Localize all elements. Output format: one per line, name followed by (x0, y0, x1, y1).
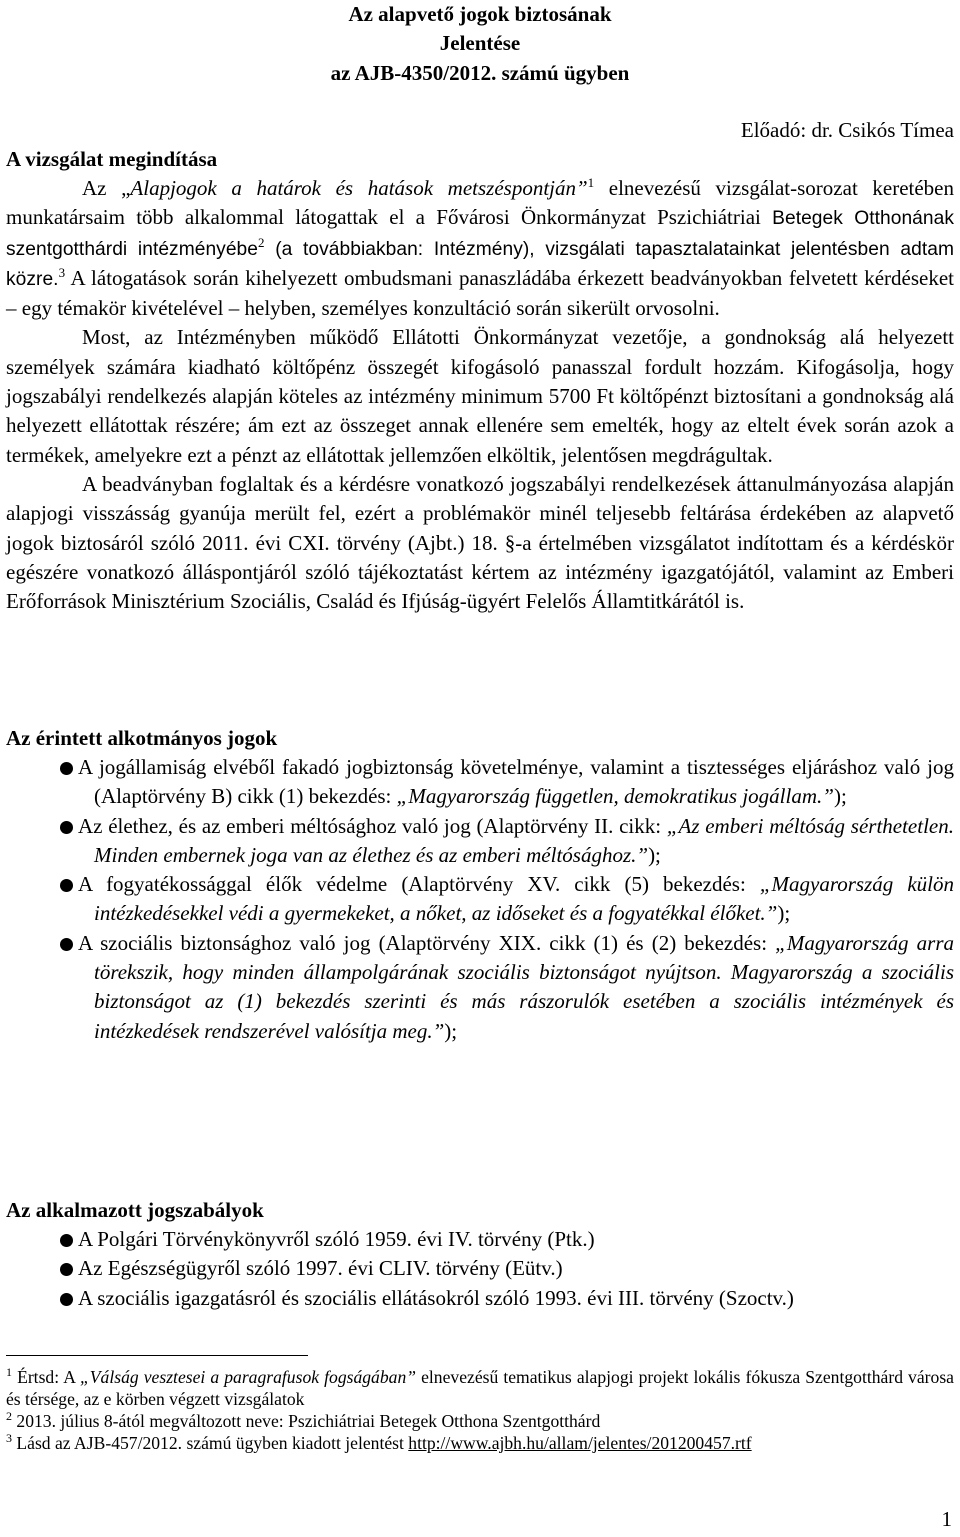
paragraph-3: A beadványban foglaltak és a kérdésre vonatkozó jogszabályi rendelkezések áttanulmányozása alapján alapjogi visszásság gyanúja merült fel, ezért a problémakör minél teljesebb feltárása érdekében az alapvető jogok biztosáról szóló 2011. évi CXI. törvény (Ajbt.) 18. §-a értelmében vizsgálatot indítottam és a kérdéskör egészére vonatkozó álláspontjáról szóló tájékoztatást kértem az intézmény igazgatójától, valamint az Emberi Erőforrások Minisztérium Szociális, Család és Ifjúság-ügyért Felelős Államtitkárától is. (6, 471, 954, 614)
presenter: Előadó: dr. Csikós Tímea (740, 118, 954, 142)
footnote-3: $^3$ Lásd az AJB-457/2012. számú ügyben kiadott jelentést http://www.ajbh.hu/allam/jelentes/201200457.rtf (6, 1431, 752, 1453)
document-page (6, 0, 954, 1537)
p1-text-a: Az „ (82, 176, 131, 200)
list-item: A Polgári Törvénykönyvről szóló 1959. évi IV. törvény (Ptk.) (6, 1225, 954, 1254)
footnote-ref-2: 2 (258, 234, 265, 250)
constitutional-rights-list (6, 753, 954, 1046)
footnote-ref-1: 1 (587, 175, 595, 190)
footnotes (6, 1366, 954, 1454)
list-item: Az Egészségügyről szóló 1997. évi CLIV. törvény (Eütv.) (6, 1254, 954, 1283)
p1-text-d: (a továbbiakban: Intézmény), vizsgálati tapasztalatainkat jelentésben adtam közre. (6, 238, 954, 290)
bullet-icon (60, 762, 73, 775)
title-line-1: Az alapvető jogok biztosának (348, 2, 612, 26)
section-heading-applied-laws: Az alkalmazott jogszabályok (6, 1198, 264, 1222)
title-line-3: az AJB-4350/2012. számú ügyben (330, 60, 630, 85)
paragraph-2: Most, az Intézményben működő Ellátotti Önkormányzat vezetője, a gondnokság alá helyezett személyek számára kiadható költőpénz összegét kifogásoló panasszal fordult hozzám. Kifogásolja, hogy jogszabályi rendelkezés alapján köteles az intézmény minimum 5700 Ft költőpénzt biztosítani a gondnokság alá helyezett ellátottak részére; ám ezt az összeget annak ellenére sem emelték, hogy az eltelt évek során azok a termékek, amelyekre ezt a pénzt az ellátottak jellemzően elköltik, jelentősen megdrágultak. (6, 325, 954, 467)
page-number: 1 (941, 1507, 952, 1531)
bullet-icon (60, 1293, 73, 1306)
list-item: A szociális biztonsághoz való jog (Alaptörvény XIX. cikk (1) és (2) bekezdés: „Magyarország arra törekszik, hogy minden állampolgárának szociális biztonságot nyújtson. Magyarország a szociális biztonságot az (1) bekezdés szerinti és más rászorulók esetében a szociális intézmények és intézkedések rendszerével valósítja meg.”); (6, 929, 954, 1046)
list-item: Az élethez, és az emberi méltósághoz való jog (Alaptörvény II. cikk: „Az emberi méltóság sérthetetlen. Minden embernek joga van az élethez és az emberi méltósághoz.”); (6, 812, 954, 871)
footnote-divider (6, 1355, 308, 1356)
report-link[interactable]: http://www.ajbh.hu/allam/jelentes/201200457.rtf (408, 1433, 752, 1453)
p1-text-b: elnevezésű vizsgálat-sorozat keretében munkatársaim több alkalommal látogattak el a Fővárosi Önkormányzat Pszichiátriai (6, 176, 954, 230)
section-heading-constitutional-rights: Az érintett alkotmányos jogok (6, 726, 278, 750)
footnote-1: $^1$ Értsd: A „Válság vesztesei a paragrafusok fogságában” elnevezésű tematikus alapjogi projekt lokális fókusza Szentgotthárd városa és térsége, az e körben végzett vizsgálatok (6, 1365, 954, 1409)
bullet-icon (60, 1234, 73, 1247)
section-heading-investigation: A vizsgálat megindítása (6, 147, 218, 171)
document-title (6, 0, 954, 88)
footnote-2: $^2$ 2013. július 8-ától megváltozott neve: Pszichiátriai Betegek Otthona Szentgotthárd (6, 1409, 601, 1431)
section-body-investigation (6, 174, 954, 616)
title-line-2: Jelentése (439, 31, 521, 56)
p1-text-c: Betegek Otthonának szentgotthárdi intézményébe (6, 208, 954, 260)
bullet-icon (60, 821, 73, 834)
footnote-ref-3: 3 (58, 264, 66, 280)
p1-text-e: A látogatások során kihelyezett ombudsmani panaszládába érkezett beadványokban felvetett kérdéseket – egy témakör kivételével – helyben, személyes konzultáció során sikerült orvosolni. (6, 265, 954, 321)
applied-laws-list (6, 1225, 954, 1313)
bullet-icon (60, 879, 73, 892)
paragraph-1 (6, 174, 954, 323)
p1-italic-title: Alapjogok a határok és hatások metszéspontján” (130, 176, 588, 200)
bullet-icon (60, 1263, 73, 1276)
list-item: A szociális igazgatásról és szociális ellátásokról szóló 1993. évi III. törvény (Szoctv.) (6, 1284, 954, 1313)
list-item: A fogyatékossággal élők védelme (Alaptörvény XV. cikk (5) bekezdés: „Magyarország külön intézkedésekkel védi a gyermekeket, a nőket, az időseket és a fogyatékkal élőket.”); (6, 870, 954, 929)
bullet-icon (60, 938, 73, 951)
list-item: A jogállamiság elvéből fakadó jogbiztonság követelménye, valamint a tisztességes eljáráshoz való jog (Alaptörvény B) cikk (1) bekezdés: „Magyarország független, demokratikus jogállam.”); (6, 753, 954, 812)
